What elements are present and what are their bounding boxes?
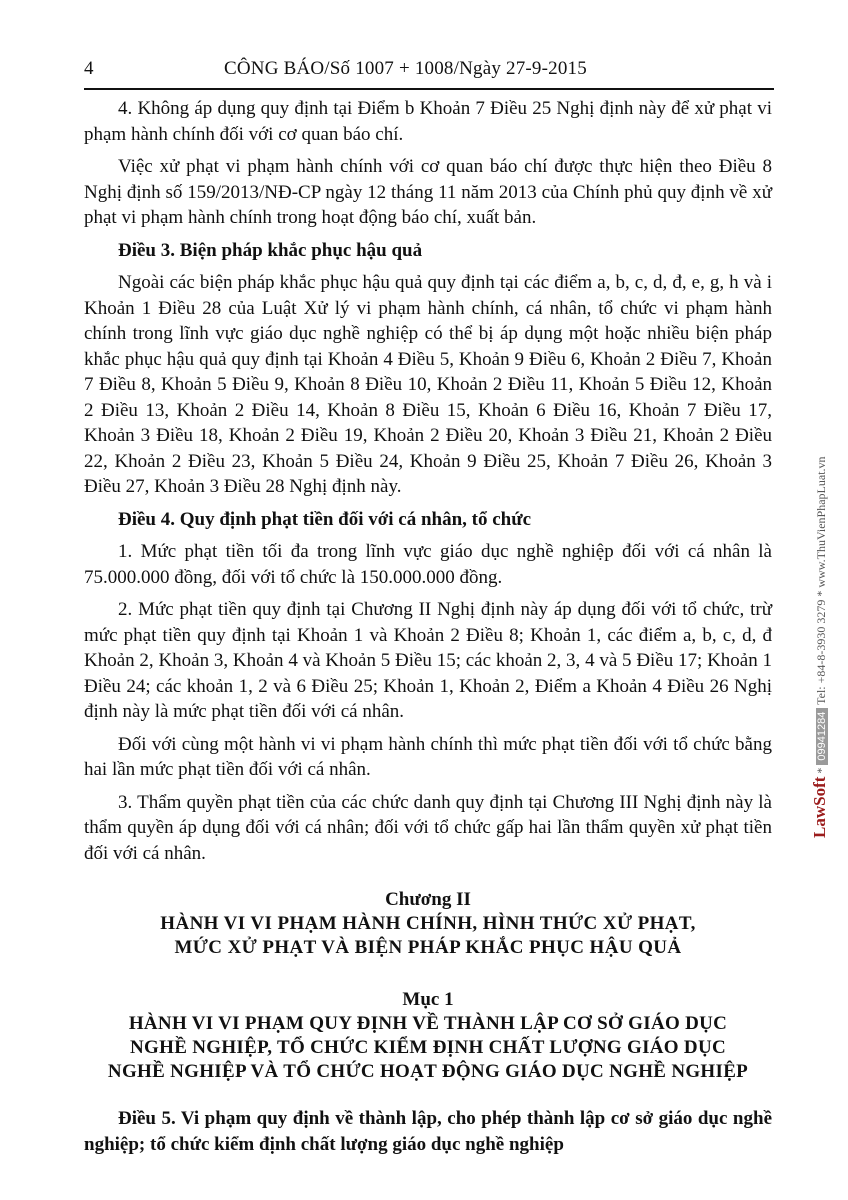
header-divider	[84, 88, 774, 90]
page-header	[84, 58, 774, 88]
paragraph-press-penalty: Việc xử phạt vi phạm hành chính với cơ quan báo chí được thực hiện theo Điều 8 Nghị định số 159/2013/NĐ-CP ngày 12 tháng 11 năm 2013 của Chính phủ quy định về xử phạt vi phạm hành chính trong hoạt động báo chí, xuất bản.	[84, 156, 772, 228]
article-5-heading: Điều 5. Vi phạm quy định về thành lập, cho phép thành lập cơ sở giáo dục nghề nghiệp; tổ chức kiểm định chất lượng giáo dục nghề nghiệp	[84, 1108, 772, 1155]
article-4-clause-2: 2. Mức phạt tiền quy định tại Chương II Nghị định này áp dụng đối với tổ chức, trừ mức phạt tiền quy định tại Khoản 1 và Khoản 2 Điều 8; Khoản 1, các điểm a, b, c, d, đ Khoản 2, Khoản 3, Khoản 4 và Khoản 5 Điều 15; các khoản 2, 3, 4 và 5 Điều 17; Khoản 1 Điều 24; các khoản 1, 2 và 6 Điều 25; Khoản 1, Khoản 2, Điểm a Khoản 4 Điều 26 Nghị định này là mức phạt tiền đối với cá nhân.	[84, 599, 772, 722]
article-3-body: Ngoài các biện pháp khắc phục hậu quả quy định tại các điểm a, b, c, d, đ, e, g, h và i Khoản 1 Điều 28 của Luật Xử lý vi phạm hành chính, cá nhân, tổ chức vi phạm hành chính trong lĩnh vực giáo dục nghề nghiệp có thể bị áp dụng một hoặc nhiều biện pháp khắc phục hậu quả quy định tại Khoản 4 Điều 5, Khoản 9 Điều 6, Khoản 2 Điều 7, Khoản 7 Điều 8, Khoản 5 Điều 9, Khoản 8 Điều 10, Khoản 2 Điều 11, Khoản 5 Điều 12, Khoản 2 Điều 13, Khoản 2 Điều 14, Khoản 8 Điều 15, Khoản 6 Điều 16, Khoản 7 Điều 17, Khoản 3 Điều 18, Khoản 2 Điều 19, Khoản 2 Điều 20, Khoản 3 Điều 21, Khoản 2 Điều 22, Khoản 2 Điều 23, Khoản 5 Điều 24, Khoản 9 Điều 25, Khoản 7 Điều 26, Khoản 3 Điều 27, Khoản 3 Điều 28 Nghị định này.	[84, 272, 772, 497]
side-watermark-text	[810, 418, 830, 838]
side-watermark	[790, 418, 830, 838]
section-title-line-1: HÀNH VI VI PHẠM QUY ĐỊNH VỀ THÀNH LẬP CƠ SỞ GIÁO DỤC	[128, 1013, 728, 1034]
section-label: Mục 1	[402, 989, 454, 1010]
watermark-code: 09941284	[816, 708, 828, 765]
section-title-line-2: NGHỀ NGHIỆP, TỔ CHỨC KIỂM ĐỊNH CHẤT LƯỢNG GIÁO DỤC	[130, 1037, 726, 1058]
chapter-label: Chương II	[385, 889, 471, 910]
gazette-header-title: CÔNG BÁO/Số 1007 + 1008/Ngày 27-9-2015	[224, 58, 587, 79]
section-title-line-3: NGHỀ NGHIỆP VÀ TỔ CHỨC HOẠT ĐỘNG GIÁO DỤC NGHỀ NGHIỆP	[107, 1061, 749, 1082]
article-4-heading: Điều 4. Quy định phạt tiền đối với cá nhân, tổ chức	[118, 508, 532, 530]
watermark-separator-1: *	[814, 767, 828, 774]
section-heading	[84, 988, 772, 1084]
chapter-title-line-1: HÀNH VI VI PHẠM HÀNH CHÍNH, HÌNH THỨC XỬ PHẠT,	[160, 913, 696, 934]
article-4-clause-3: 3. Thẩm quyền phạt tiền của các chức danh quy định tại Chương III Nghị định này là thẩm quyền áp dụng đối với cá nhân; đối với tổ chức gấp hai lần thẩm quyền xử phạt tiền đối với cá nhân.	[84, 791, 772, 864]
article-4-clause-2-note: Đối với cùng một hành vi vi phạm hành chính thì mức phạt tiền đối với tổ chức bằng hai lần mức phạt tiền đối với cá nhân.	[84, 733, 772, 780]
lawsoft-logo: LawSoft	[810, 776, 829, 838]
chapter-title-line-2: MỨC XỬ PHẠT VÀ BIỆN PHÁP KHẮC PHỤC HẬU QUẢ	[174, 937, 682, 958]
watermark-website: www.ThuVienPhapLuat.vn	[814, 456, 828, 588]
page-number: 4	[84, 58, 94, 79]
document-body	[84, 96, 772, 1164]
watermark-tel: Tel: +84-8-3930 3279	[814, 599, 828, 705]
article-3-heading: Điều 3. Biện pháp khắc phục hậu quả	[118, 239, 423, 261]
paragraph-item-4: 4. Không áp dụng quy định tại Điểm b Khoản 7 Điều 25 Nghị định này để xử phạt vi phạm hành chính đối với cơ quan báo chí.	[84, 98, 772, 145]
chapter-heading	[84, 888, 772, 960]
watermark-separator-2: *	[814, 590, 828, 597]
article-4-clause-1: 1. Mức phạt tiền tối đa trong lĩnh vực giáo dục nghề nghiệp đối với cá nhân là 75.000.000 đồng, đối với tổ chức là 150.000.000 đồng.	[84, 541, 772, 588]
